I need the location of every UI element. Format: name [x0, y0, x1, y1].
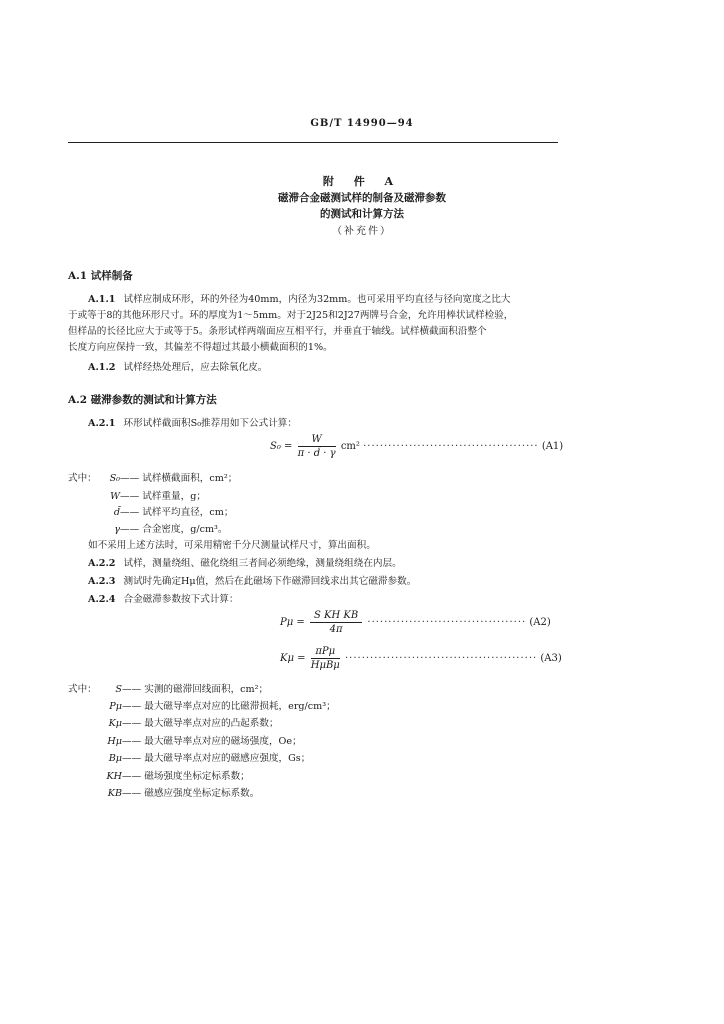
equation-tag: (A1) [541, 441, 564, 452]
para-text: 环形试样截面积S₀推荐用如下公式计算： [123, 418, 297, 429]
definition-symbol: Hμ [107, 736, 122, 747]
definition-text: —— 试样横截面积，cm²； [120, 473, 238, 484]
para-text: 测试时先确定Hμ值，然后在此磁场下作磁滞回线求出其它磁滞参数。 [123, 576, 417, 587]
leader-dots: ·········································· [363, 441, 539, 452]
definition-symbol: KB [107, 788, 122, 799]
definition-lead: 式中： [68, 473, 97, 484]
para-text: 试样，测量绕组、磁化绕组三者间必须绝缘，测量绕组绕在内层。 [123, 558, 402, 569]
equation-unit: cm² [340, 441, 360, 452]
definition-row [68, 785, 259, 799]
fraction-denominator: 4π [329, 624, 343, 635]
para-number: A.2.2 [88, 558, 116, 569]
definition-text: —— 最大磁导率点对应的比磁滞损耗，erg/cm³； [122, 701, 336, 712]
definition-symbol: Kμ [108, 718, 122, 729]
definition-text: —— 最大磁导率点对应的凸起系数； [122, 718, 279, 729]
definition-symbol: d̄ [113, 507, 120, 518]
fraction-numerator: πPμ [311, 646, 340, 659]
para-number: A.1.2 [88, 362, 116, 373]
definition-row [68, 698, 336, 712]
definition-symbol: Pμ [109, 701, 122, 712]
equation-tag: (A3) [540, 653, 562, 664]
equation-fraction [298, 434, 336, 459]
definition-symbol: KH [106, 771, 122, 782]
fraction-numerator: W [298, 434, 336, 447]
definition-symbol: S [115, 684, 122, 695]
annex-subtitle-line1: 磁滞合金磁测试样的制备及磁滞参数 [278, 192, 446, 204]
para-a-2-1 [88, 416, 297, 432]
definition-symbol: W [110, 491, 120, 502]
equation-a3 [280, 646, 562, 671]
definition-row [68, 768, 250, 782]
para-number: A.2.4 [88, 594, 116, 605]
para-a-1-2 [88, 360, 267, 376]
para-line: 但样品的长径比应大于或等于5。条形试样两端面应互相平行，并垂直于轴线。试样横截面积沿整个 [68, 326, 487, 337]
header-rule [68, 142, 558, 143]
definition-text: —— 最大磁导率点对应的磁感应强度，Gs； [122, 753, 311, 764]
definition-symbol: Bμ [108, 753, 122, 764]
para-a-2-2 [88, 556, 402, 572]
equation-a1 [270, 434, 563, 459]
definition-row [68, 521, 228, 535]
para-a-2-3 [88, 574, 416, 590]
annex-note: （补充件） [332, 226, 392, 237]
definition-text: —— 试样重量，g； [120, 491, 206, 502]
fraction-denominator: HμBμ [310, 660, 340, 671]
annex-subtitle-line2: 的测试和计算方法 [320, 208, 404, 220]
section-a2-heading: A.2 磁滞参数的测试和计算方法 [68, 394, 217, 406]
para-alt-method: 如不采用上述方法时，可采用精密千分尺测量试样尺寸，算出面积。 [88, 540, 376, 551]
section-a1-heading: A.1 试样制备 [68, 270, 133, 282]
para-text: 合金磁滞参数按下式计算： [123, 594, 239, 605]
definition-text: —— 磁感应强度坐标定标系数。 [122, 788, 260, 799]
definition-row [68, 470, 237, 484]
annex-title: 附 件 A [322, 175, 402, 188]
para-number: A.1.1 [88, 294, 116, 305]
equation-lhs: Kμ = [280, 653, 306, 664]
para-line: 试样应制成环形，环的外径为40mm，内径为32mm。也可采用平均直径与径向宽度之比大 [123, 294, 511, 305]
definition-row [68, 733, 302, 747]
definition-text: —— 最大磁导率点对应的磁场强度，Oe； [122, 736, 302, 747]
equation-lhs: Pμ = [280, 617, 305, 628]
definition-text: —— 实测的磁滞回线面积，cm²； [122, 684, 269, 695]
equation-fraction [311, 646, 340, 671]
definition-symbol: S₀ [109, 473, 120, 484]
definition-text: —— 磁场强度坐标定标系数； [122, 771, 250, 782]
para-line: 长度方向应保持一致，其偏差不得超过其最小横截面积的1%。 [68, 342, 333, 353]
definition-row [68, 504, 233, 518]
definition-row [68, 750, 310, 764]
para-a-2-4 [88, 592, 239, 608]
para-number: A.2.1 [88, 418, 116, 429]
leader-dots: ······································ [367, 617, 527, 628]
definition-row [68, 488, 206, 502]
fraction-denominator: π · d̄ · γ [297, 448, 336, 459]
para-text: 试样经热处理后，应去除氧化皮。 [123, 362, 268, 373]
equation-a2 [280, 610, 551, 635]
para-a-1-1 [88, 292, 510, 308]
para-line: 于或等于8的其他环形尺寸。环的厚度为1～5mm。对于2J25和2J27两牌号合金，允许用棒状试样检验， [68, 310, 514, 321]
equation-tag: (A2) [529, 617, 551, 628]
equation-lhs: S₀ = [270, 441, 293, 452]
fraction-numerator: S KH KB [310, 610, 362, 623]
definition-lead: 式中： [68, 684, 97, 695]
standard-number: GB/T 14990—94 [310, 118, 414, 129]
leader-dots: ·············································· [344, 653, 538, 664]
para-number: A.2.3 [88, 576, 116, 587]
definition-text: —— 合金密度，g/cm³。 [120, 524, 228, 535]
definition-row [68, 681, 268, 695]
definition-text: —— 试样平均直径，cm； [120, 507, 234, 518]
equation-fraction [310, 610, 362, 635]
definition-symbol: γ [114, 524, 120, 535]
definition-row [68, 715, 279, 729]
